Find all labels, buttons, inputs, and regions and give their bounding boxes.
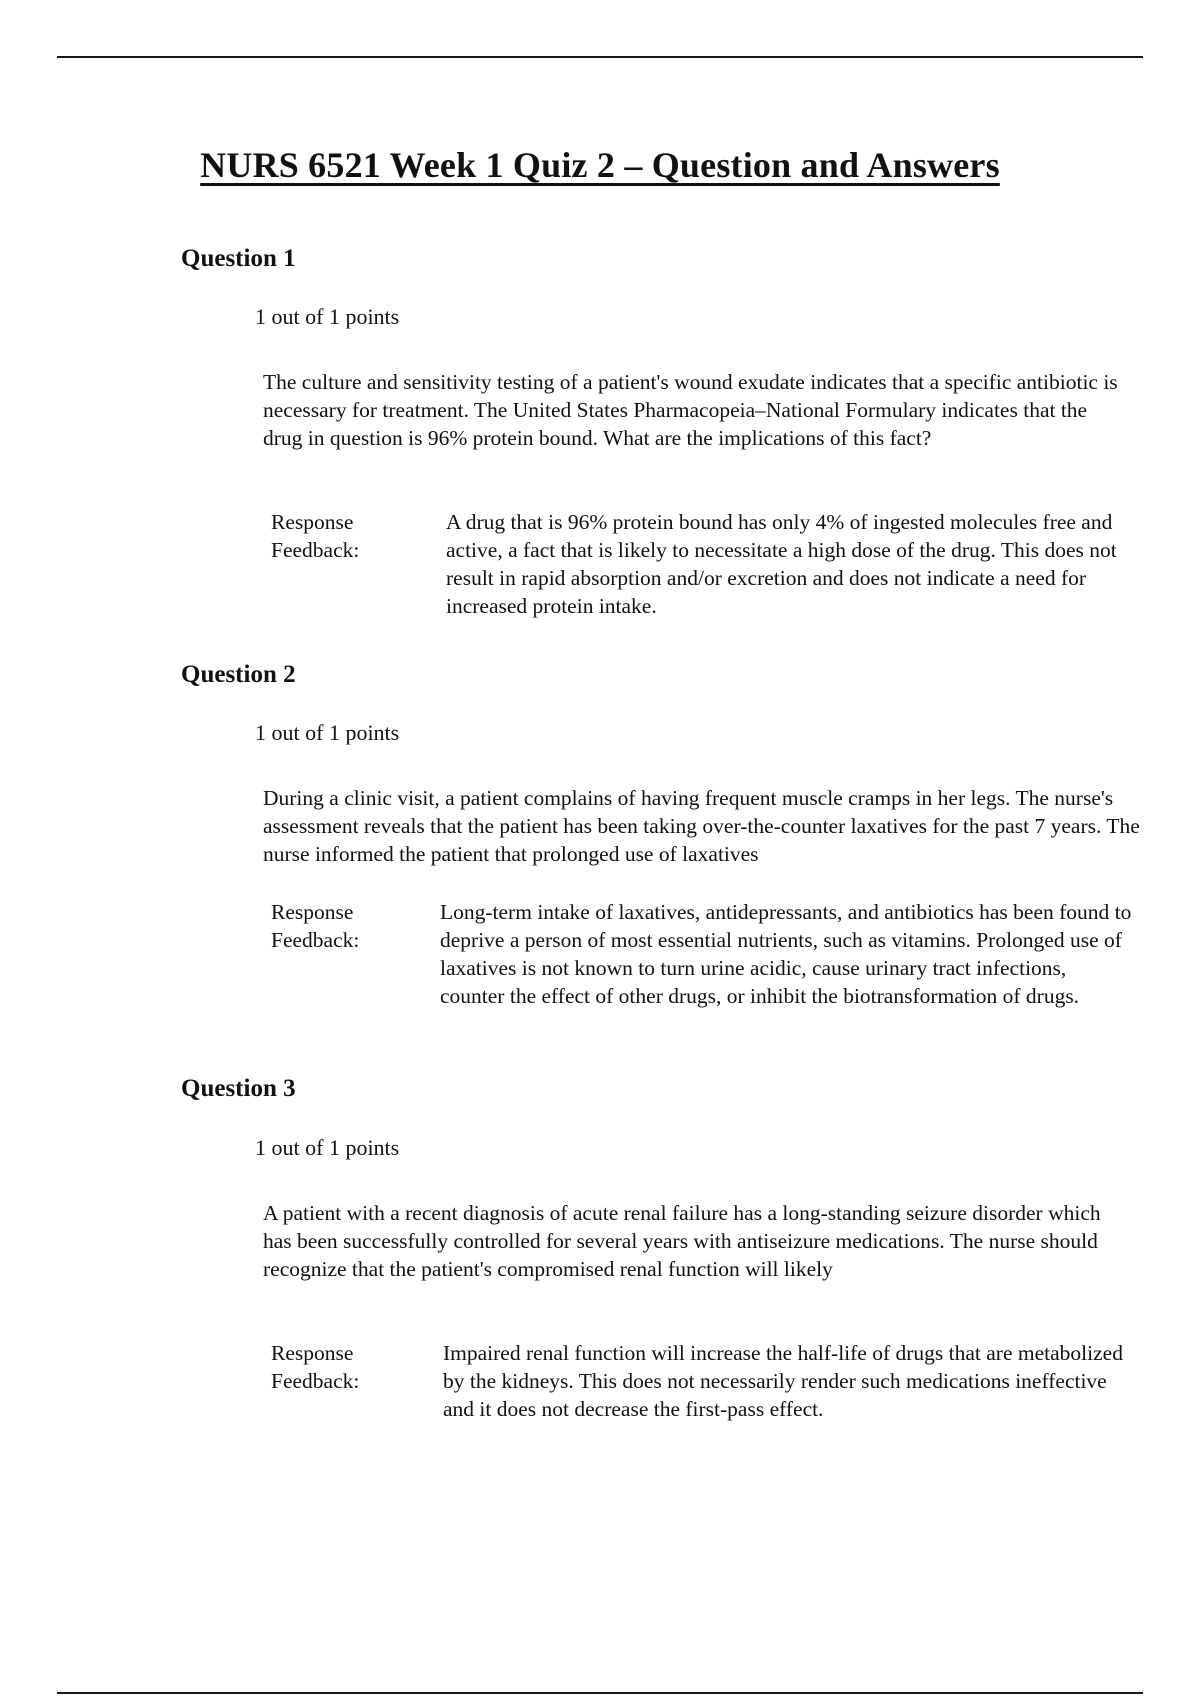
question-points: 1 out of 1 points xyxy=(255,1135,400,1160)
top-rule xyxy=(57,56,1143,58)
question-text: A patient with a recent diagnosis of acute renal failure has a long-standing seizure disorder which has been successfully controlled for several years with antiseizure medications. The nurse should recognize that the patient's compromised renal function will likely xyxy=(263,1201,1101,1281)
question-points: 1 out of 1 points xyxy=(255,720,400,745)
response-feedback-label: Response Feedback: xyxy=(271,900,360,952)
question-heading: Question 2 xyxy=(181,661,296,688)
question-heading: Question 3 xyxy=(181,1075,296,1102)
response-feedback-label: Response Feedback: xyxy=(271,1341,360,1393)
response-feedback-text: A drug that is 96% protein bound has only 4% of ingested molecules free and active, a fact that is likely to necessitate a high dose of the drug. This does not result in rapid absorption and/or excretion and does not indicate a need for increased protein intake. xyxy=(446,510,1117,618)
question-heading: Question 1 xyxy=(181,245,296,272)
response-feedback-text: Impaired renal function will increase the half-life of drugs that are metabolized by the kidneys. This does not necessarily render such medications ineffective and it does not decrease the first-pass effect. xyxy=(443,1341,1123,1421)
document-title: NURS 6521 Week 1 Quiz 2 – Question and Answers xyxy=(200,145,1000,185)
bottom-rule xyxy=(57,1692,1143,1694)
response-feedback-label: Response Feedback: xyxy=(271,510,360,562)
question-text: The culture and sensitivity testing of a patient's wound exudate indicates that a specific antibiotic is necessary for treatment. The United States Pharmacopeia–National Formulary indicates that the drug in question is 96% protein bound. What are the implications of this fact? xyxy=(263,370,1118,450)
question-text: During a clinic visit, a patient complains of having frequent muscle cramps in her legs. The nurse's assessment reveals that the patient has been taking over-the-counter laxatives for the past 7 years. The nurse informed the patient that prolonged use of laxatives xyxy=(263,786,1140,866)
response-feedback-text: Long-term intake of laxatives, antidepressants, and antibiotics has been found to deprive a person of most essential nutrients, such as vitamins. Prolonged use of laxatives is not known to turn urine acidic, cause urinary tract infections, counter the effect of other drugs, or inhibit the biotransformation of drugs. xyxy=(440,900,1132,1008)
question-points: 1 out of 1 points xyxy=(255,304,400,329)
